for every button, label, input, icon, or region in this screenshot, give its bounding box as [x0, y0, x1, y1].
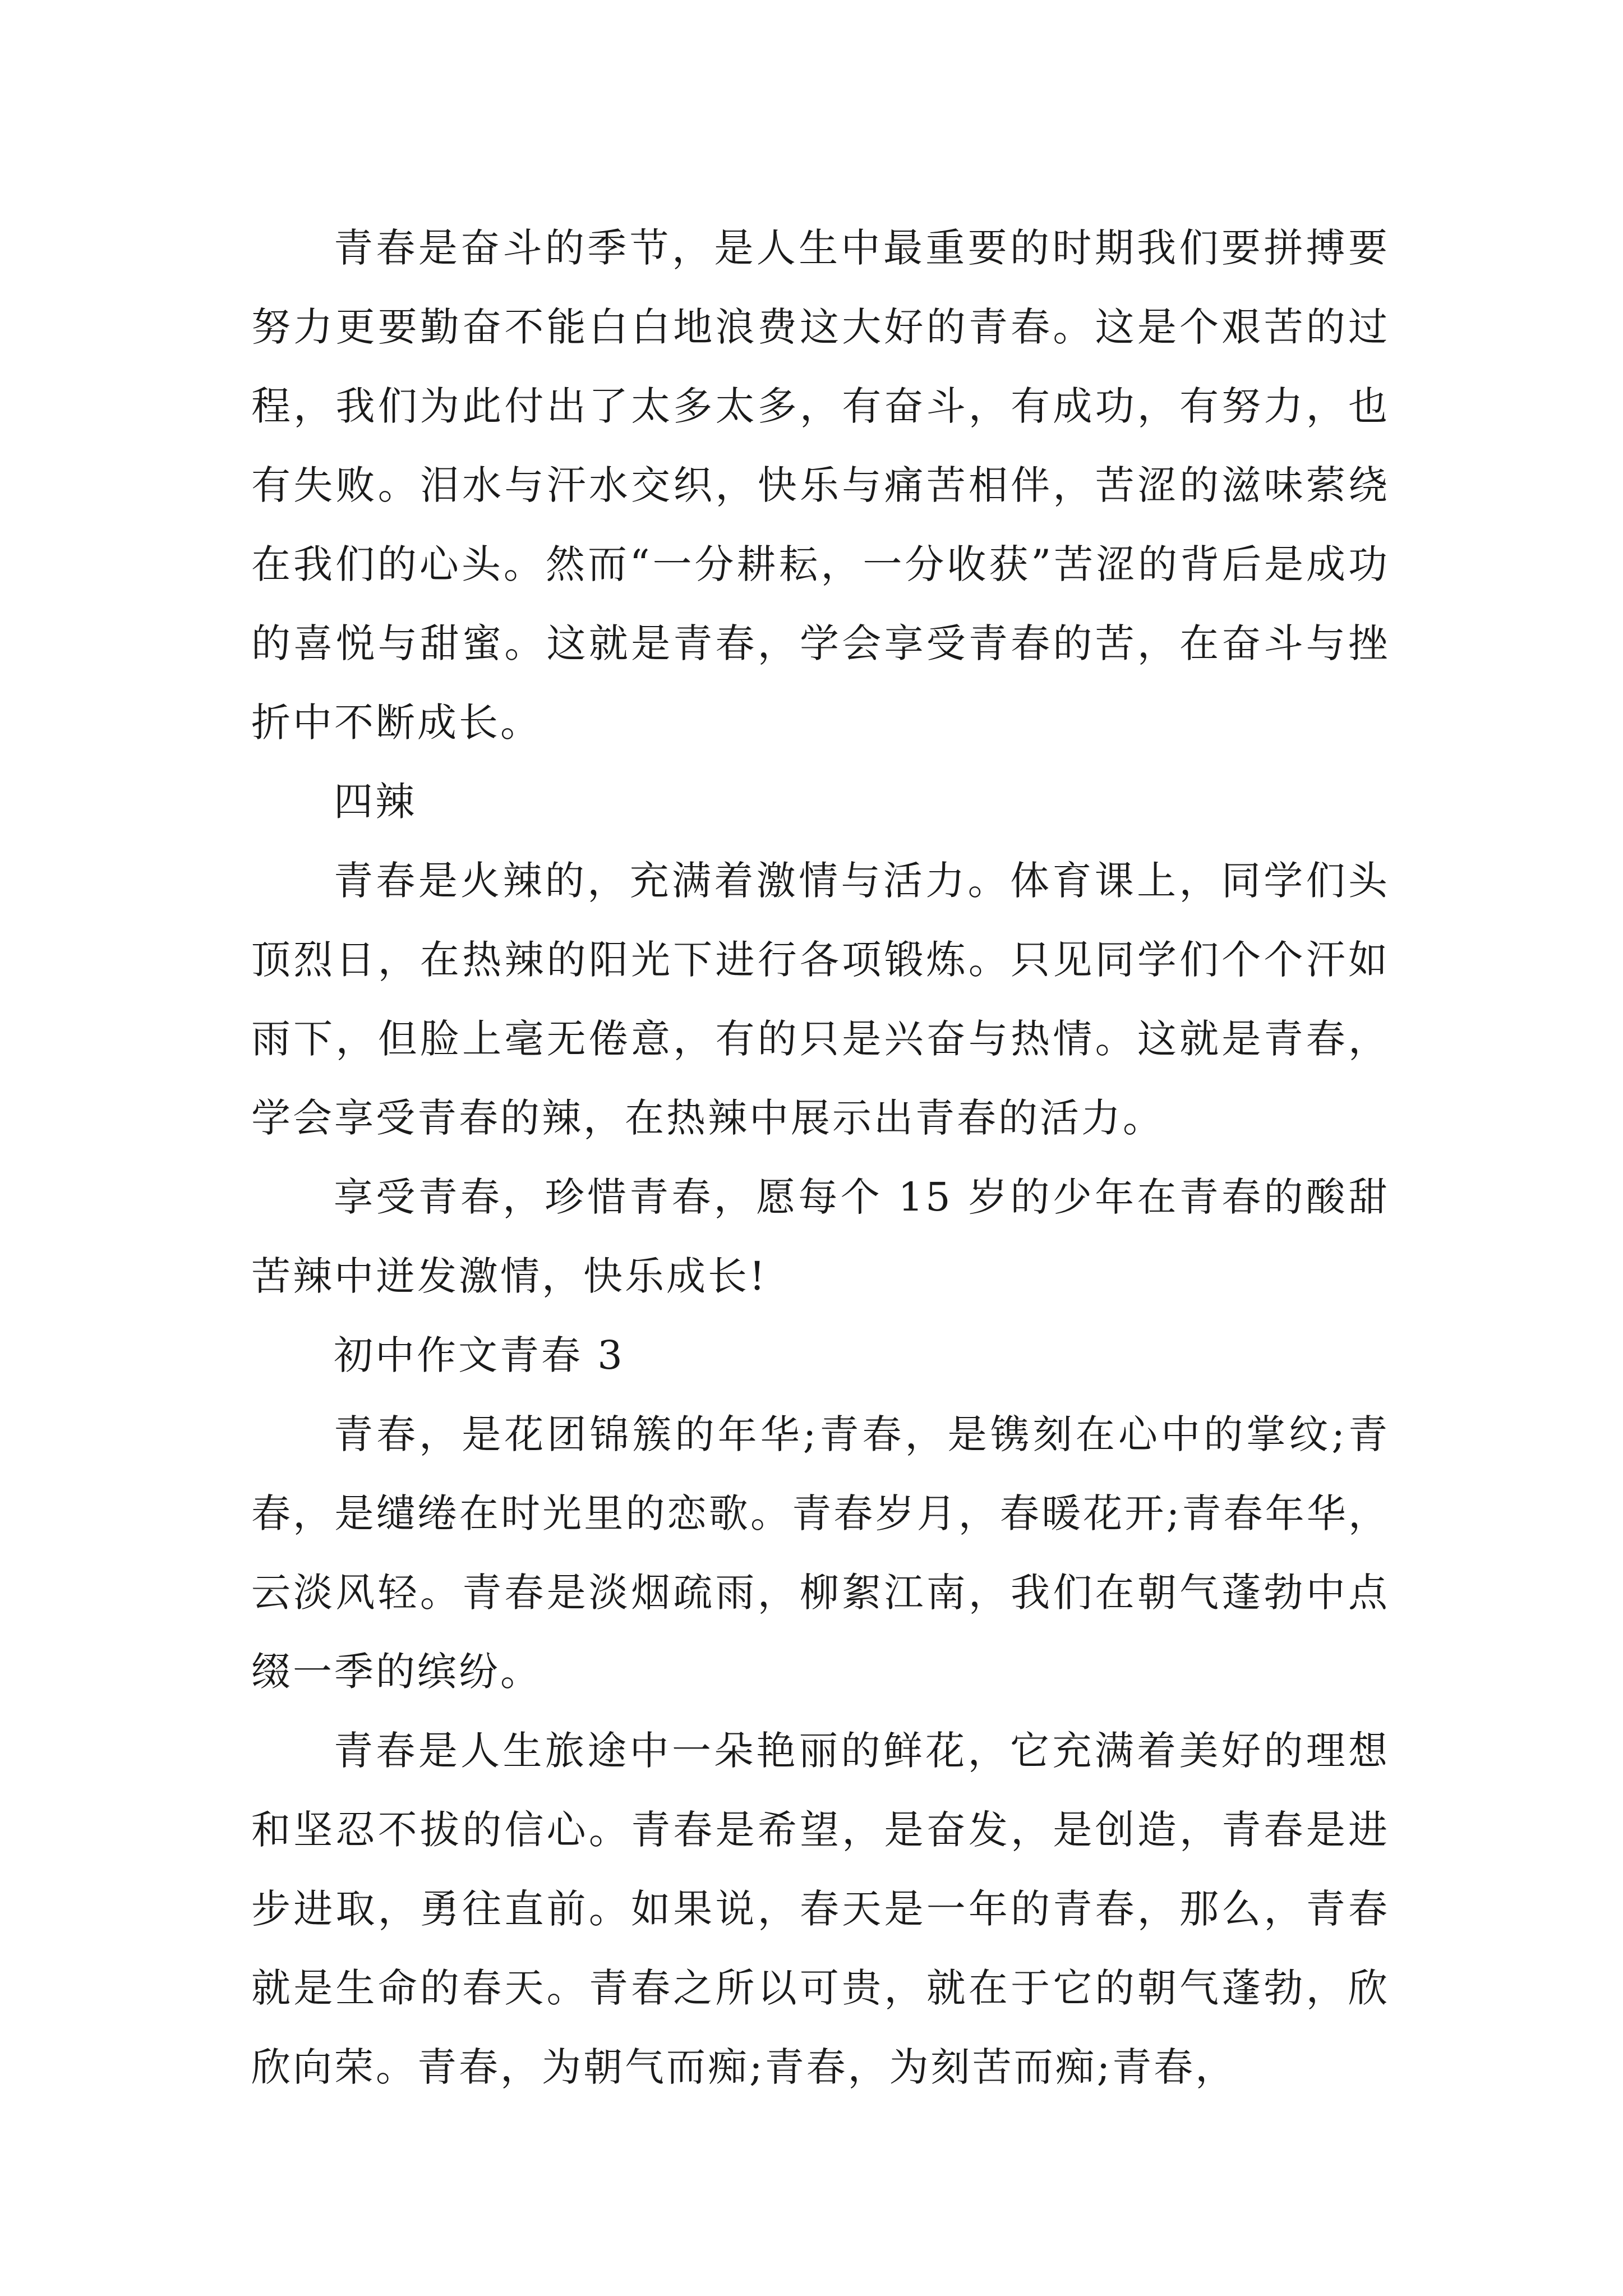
document-body [251, 209, 1390, 2107]
paragraph-cherish-youth: 享受青春，珍惜青春，愿每个 15 岁的少年在青春的酸甜苦辣中迸发激情，快乐成长! [251, 1174, 1390, 1299]
paragraph-struggle: 青春是奋斗的季节，是人生中最重要的时期我们要拼搏要努力更要勤奋不能白白地浪费这大好的青春。这是个艰苦的过程，我们为此付出了太多太多，有奋斗，有成功，有努力，也有失败。泪水与汗水交织，快乐与痛苦相伴，苦涩的滋味萦绕在我们的心头。然而“一分耕耘，一分收获”苦涩的背后是成功的喜悦与甜蜜。这就是青春，学会享受青春的苦，在奋斗与挫折中不断成长。 [251, 225, 1390, 746]
essay-title-youth-3: 初中作文青春 3 [334, 1332, 625, 1378]
paragraph-youth-flower: 青春是人生旅途中一朵艳丽的鲜花，它充满着美好的理想和坚忍不拔的信心。青春是希望，是奋发，是创造，青春是进步进取，勇往直前。如果说，春天是一年的青春，那么，青春就是生命的春天。青春之所以可贵，就在于它的朝气蓬勃，欣欣向荣。青春，为朝气而痴;青春，为刻苦而痴;青春， [251, 1728, 1390, 2090]
section-heading-spicy: 四辣 [334, 779, 417, 825]
paragraph-youth-metaphors: 青春，是花团锦簇的年华;青春，是镌刻在心中的掌纹;青春，是缱绻在时光里的恋歌。青春岁月，春暖花开;青春年华，云淡风轻。青春是淡烟疏雨，柳絮江南，我们在朝气蓬勃中点缀一季的缤纷。 [251, 1411, 1390, 1695]
paragraph-spicy: 青春是火辣的，充满着激情与活力。体育课上，同学们头顶烈日，在热辣的阳光下进行各项锻炼。只见同学们个个汗如雨下，但脸上毫无倦意，有的只是兴奋与热情。这就是青春，学会享受青春的辣，在热辣中展示出青春的活力。 [251, 858, 1390, 1141]
